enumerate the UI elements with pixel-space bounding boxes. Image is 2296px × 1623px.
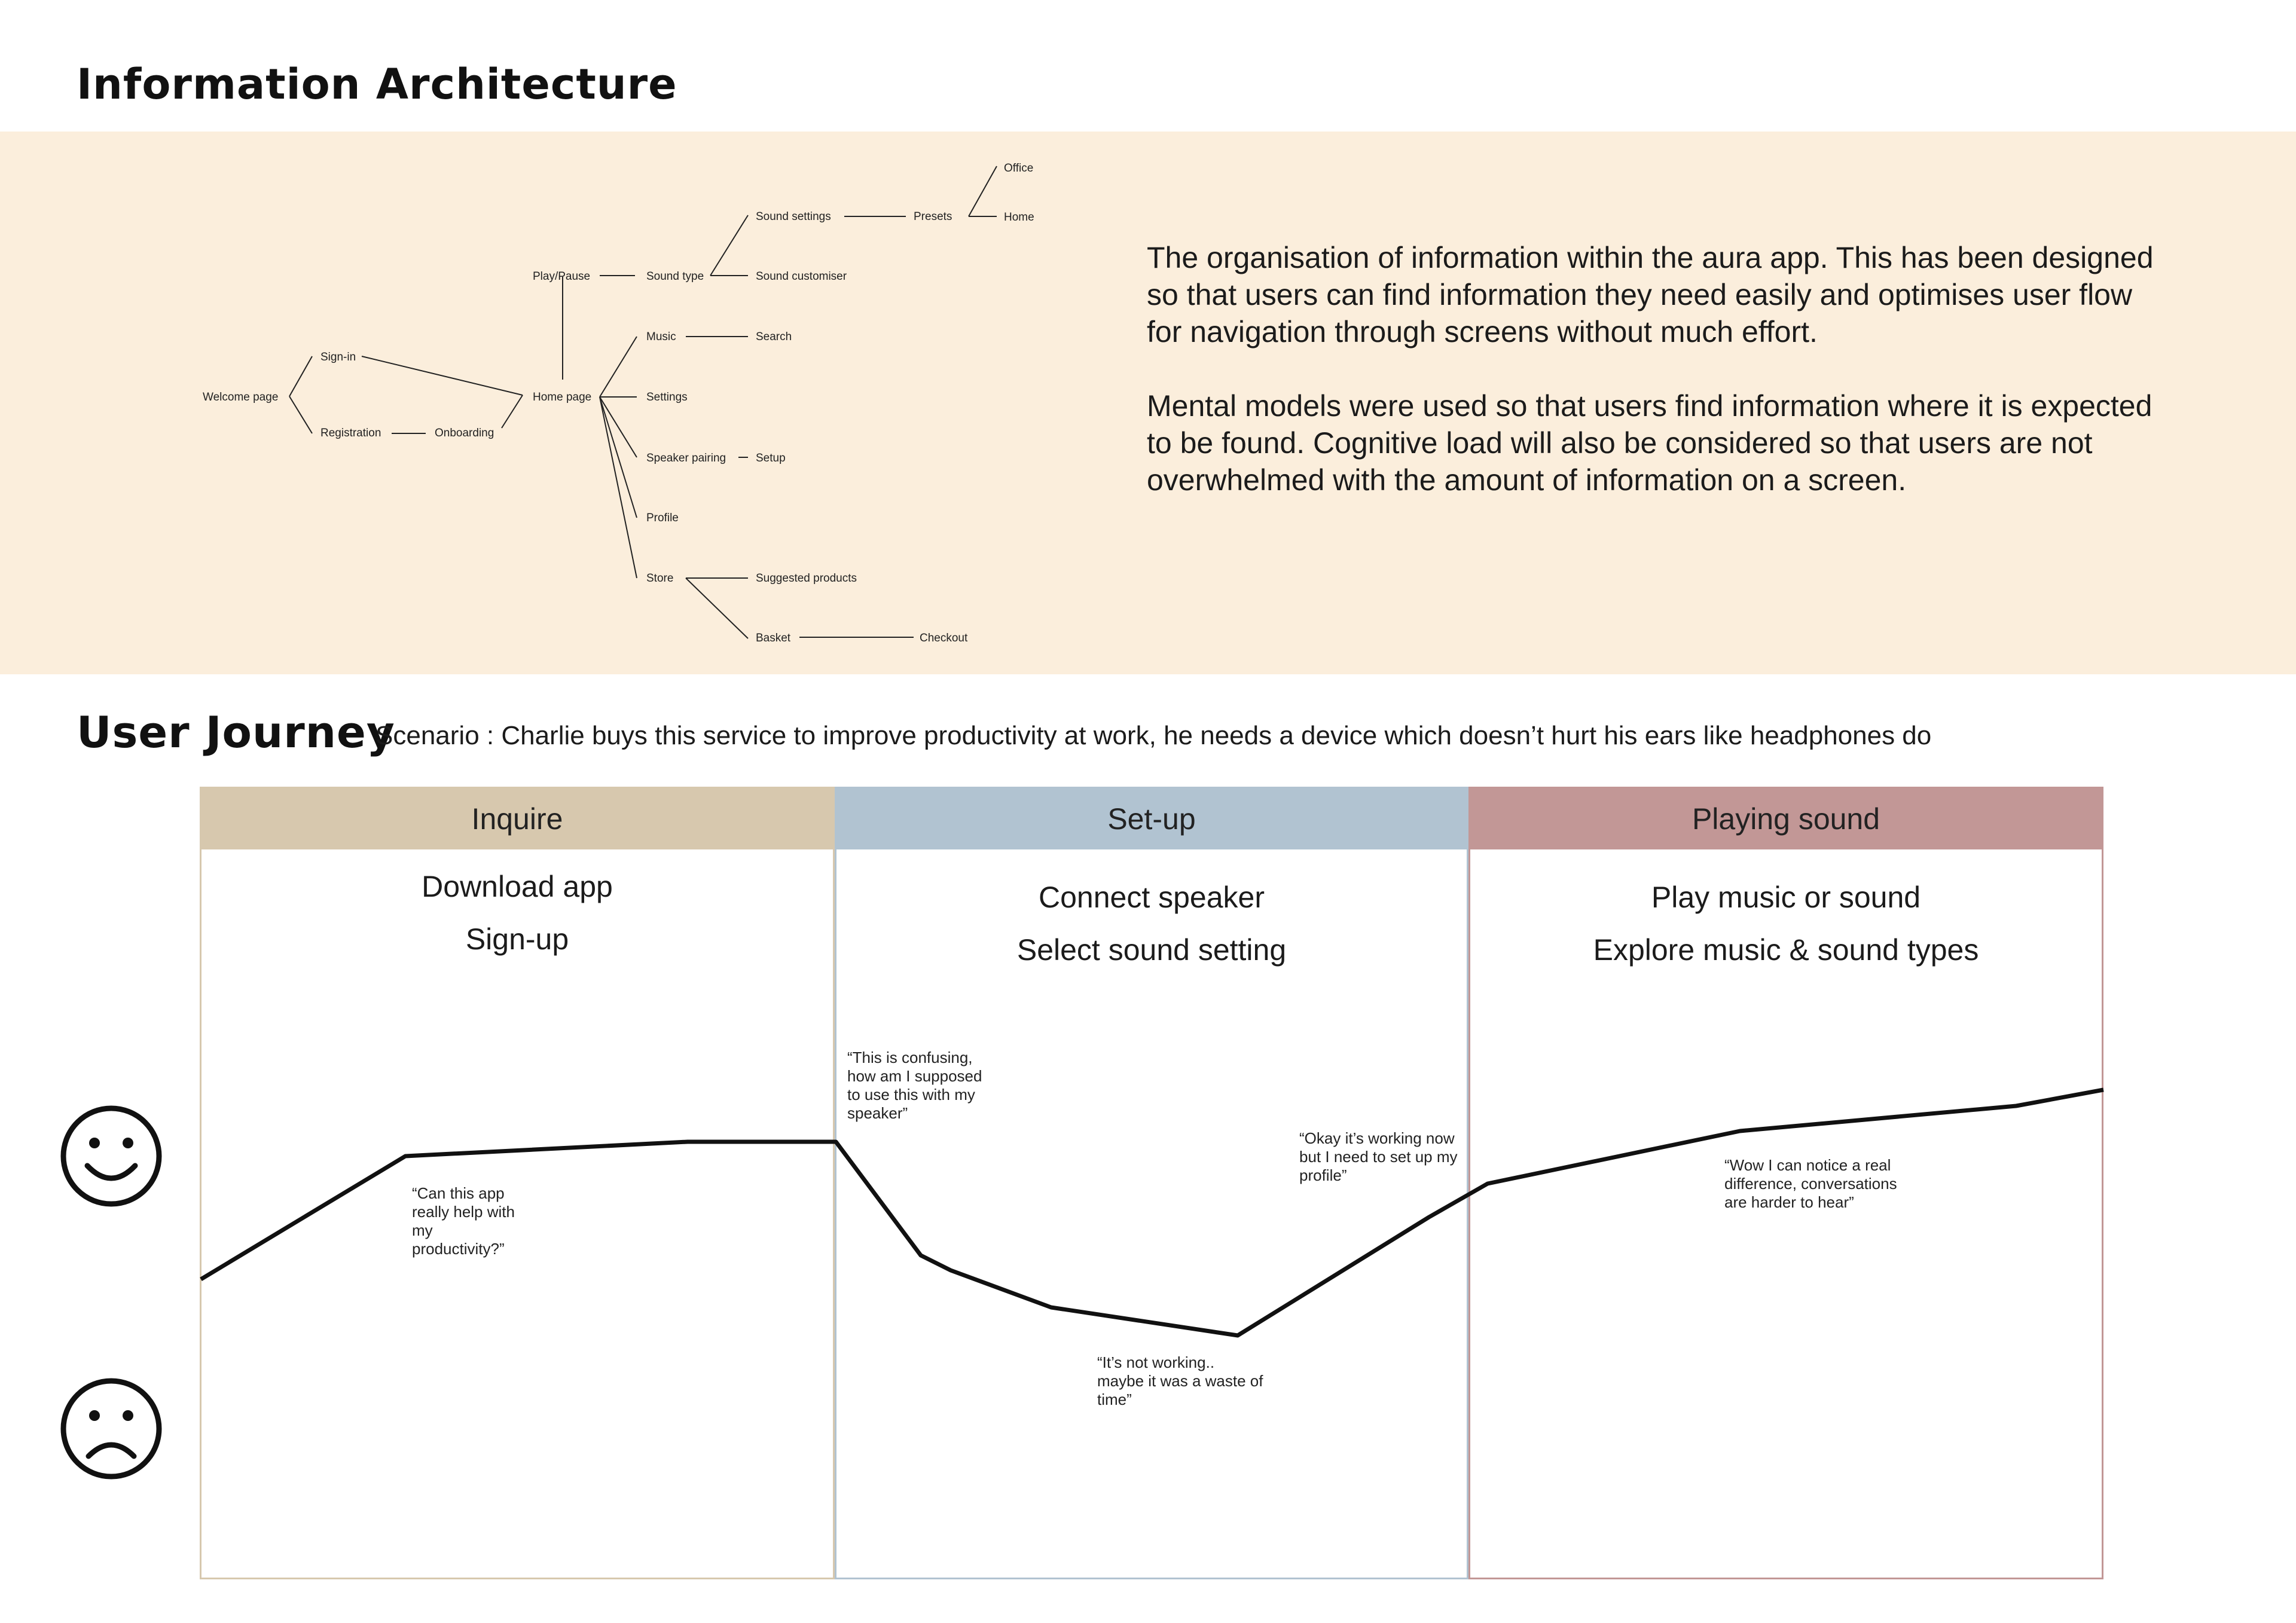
stage-actions xyxy=(201,849,833,965)
quote-inquire: “Can this app really help with my productivity?” xyxy=(412,1184,515,1258)
node-profile: Profile xyxy=(646,512,679,524)
quote-setup-not-working: “It’s not working.. maybe it was a waste of time” xyxy=(1097,1353,1263,1408)
node-sign-in: Sign-in xyxy=(320,351,356,363)
smiling-face-icon xyxy=(59,1104,164,1209)
quote-setup-confusing: “This is confusing, how am I supposed to use this with my speaker” xyxy=(847,1049,982,1122)
node-speaker-pairing: Speaker pairing xyxy=(646,452,726,464)
node-basket: Basket xyxy=(756,632,791,644)
node-store: Store xyxy=(646,572,674,585)
node-setup: Setup xyxy=(756,452,786,464)
stage-action: Download app xyxy=(422,870,613,903)
quote-setup-working: “Okay it’s working now but I need to set up my profile” xyxy=(1299,1129,1458,1184)
information-architecture-title: Information Architecture xyxy=(77,60,677,109)
user-journey-title: User Journey xyxy=(77,707,395,757)
node-presets: Presets xyxy=(914,210,952,223)
node-play-pause: Play/Pause xyxy=(533,270,591,283)
stage-action: Explore music & sound types xyxy=(1593,933,1979,967)
node-sound-settings: Sound settings xyxy=(756,210,831,223)
stage-action: Play music or sound xyxy=(1651,881,1921,914)
node-suggested-products: Suggested products xyxy=(756,572,857,585)
information-architecture-description xyxy=(1147,239,2163,536)
node-home-preset: Home xyxy=(1004,211,1034,224)
stage-action: Connect speaker xyxy=(1038,881,1265,914)
stage-header: Playing sound xyxy=(1470,788,2102,849)
stage-header: Set-up xyxy=(836,788,1467,849)
quote-playing-sound: “Wow I can notice a real difference, conversations are harder to hear” xyxy=(1724,1156,1897,1211)
node-search: Search xyxy=(756,331,792,343)
node-registration: Registration xyxy=(320,427,381,439)
frowning-face-icon xyxy=(59,1376,164,1481)
stage-inquire xyxy=(200,787,835,1579)
ia-description-paragraph: The organisation of information within the aura app. This has been designed so that users can find information they need easily and optimises user flow for navigation through screens without much effort. xyxy=(1147,241,2154,349)
stage-actions xyxy=(1470,849,2102,976)
node-sound-customiser: Sound customiser xyxy=(756,270,847,283)
node-music: Music xyxy=(646,331,676,343)
sitemap-connectors xyxy=(289,166,997,638)
node-checkout: Checkout xyxy=(920,632,968,644)
stage-actions xyxy=(836,849,1467,976)
node-office: Office xyxy=(1004,162,1034,175)
node-welcome-page: Welcome page xyxy=(203,391,279,404)
scenario-text: Scenario : Charlie buys this service to improve productivity at work, he needs a device which doesn’t hurt his ears like headphones do xyxy=(375,721,1932,750)
node-onboarding: Onboarding xyxy=(435,427,494,439)
node-sound-type: Sound type xyxy=(646,270,704,283)
node-settings: Settings xyxy=(646,391,688,404)
node-home-page: Home page xyxy=(533,391,592,404)
stage-action: Sign-up xyxy=(465,922,569,956)
stage-header: Inquire xyxy=(201,788,833,849)
stage-action: Select sound setting xyxy=(1016,933,1287,967)
ia-description-paragraph: Mental models were used so that users find information where it is expected to be found. Cognitive load will also be considered so that users are not overwhelmed with the amount of information on a screen. xyxy=(1147,389,2152,497)
